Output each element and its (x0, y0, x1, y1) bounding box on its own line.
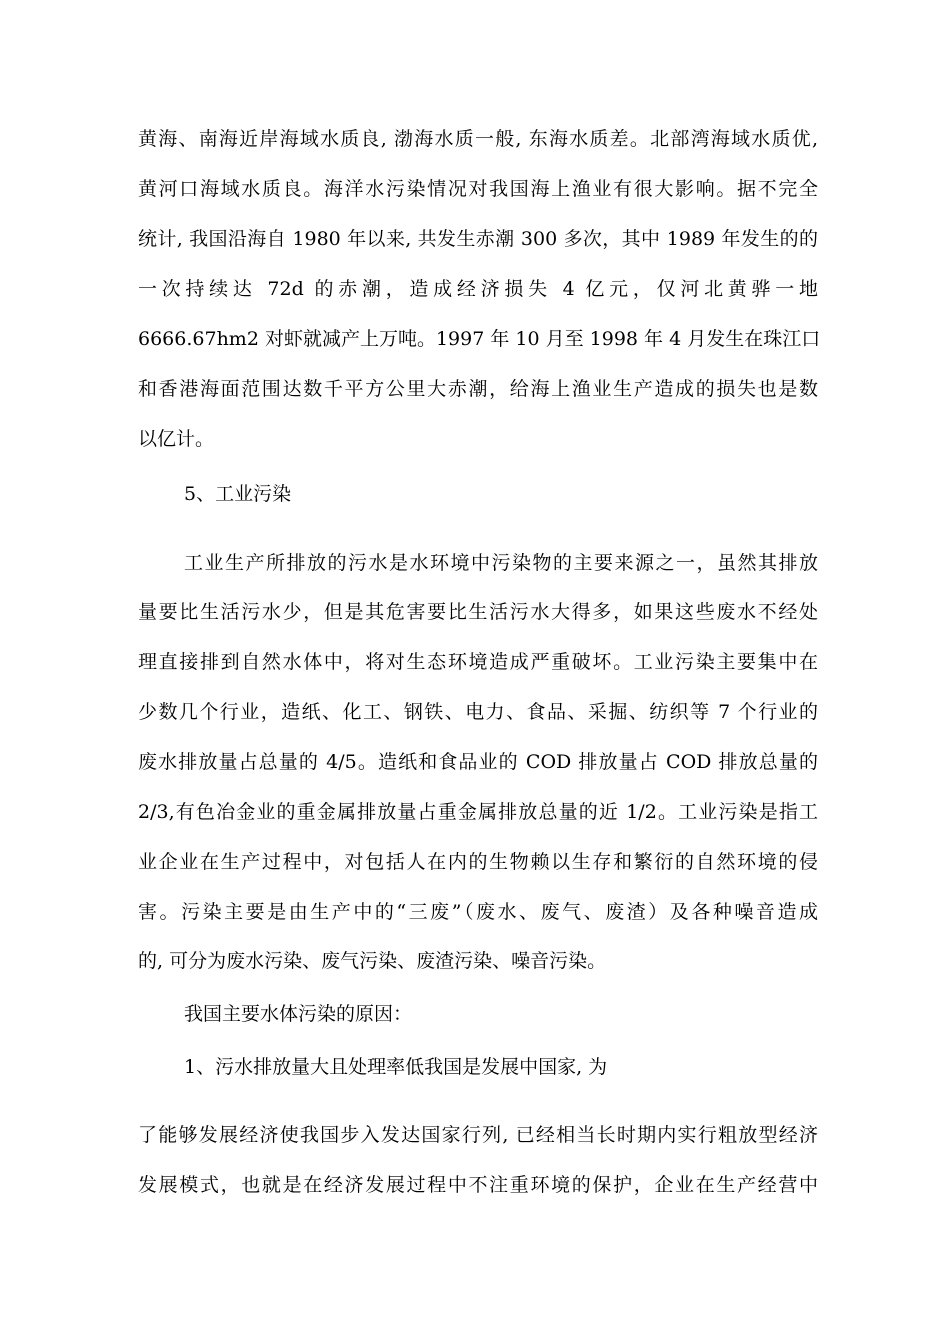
paragraph-1-line-7: 以亿计。 (138, 428, 215, 450)
paragraph-1-line-1: 黄海、南海近岸海域水质良, 渤海水质一般, 东海水质差。北部湾海域水质优, (138, 128, 818, 150)
paragraph-2-line-9: 的, 可分为废水污染、废气污染、废渣污染、噪音污染。 (138, 950, 607, 972)
paragraph-3-line-1: 了能够发展经济使我国步入发达国家行列, 已经相当长时期内实行粗放型经济 (138, 1124, 818, 1146)
paragraph-1-line-2: 黄河口海域水质良。海洋水污染情况对我国海上渔业有很大影响。据不完全 (138, 178, 818, 200)
paragraph-2-line-8: 害。污染主要是由生产中的“三废”（废水、废气、废渣）及各种噪音造成 (138, 901, 818, 923)
section-heading: 5、工业污染 (184, 483, 292, 505)
paragraph-1-line-3: 统计, 我国沿海自 1980 年以来, 共发生赤潮 300 多次，其中 1989 年发生的的 (138, 228, 818, 250)
paragraph-3-line-2: 发展模式，也就是在经济发展过程中不注重环境的保护，企业在生产经营中 (138, 1174, 818, 1196)
paragraph-2-line-2: 量要比生活污水少，但是其危害要比生活污水大得多，如果这些废水不经处 (138, 601, 818, 623)
subheading: 我国主要水体污染的原因： (184, 1003, 413, 1025)
paragraph-2-line-4: 少数几个行业，造纸、化工、钢铁、电力、食品、采掘、纺织等 7 个行业的 (138, 701, 818, 723)
paragraph-2-line-6: 2/3,有色冶金业的重金属排放量占重金属排放总量的近 1/2。工业污染是指工 (138, 801, 818, 823)
item-1-heading: 1、污水排放量大且处理率低我国是发展中国家, 为 (184, 1056, 608, 1078)
paragraph-1-line-6: 和香港海面范围达数千平方公里大赤潮，给海上渔业生产造成的损失也是数 (138, 378, 818, 400)
paragraph-2-line-3: 理直接排到自然水体中，将对生态环境造成严重破坏。工业污染主要集中在 (138, 651, 818, 673)
paragraph-1-line-4: 一次持续达 72d 的赤潮，造成经济损失 4 亿元，仅河北黄骅一地 (138, 278, 818, 300)
paragraph-1-line-5: 6666.67hm2 对虾就减产上万吨。1997 年 10 月至 1998 年 4 月发生在珠江口 (138, 328, 821, 350)
paragraph-2-line-7: 业企业在生产过程中，对包括人在内的生物赖以生存和繁衍的自然环境的侵 (138, 851, 818, 873)
paragraph-2-line-5: 废水排放量占总量的 4/5。造纸和食品业的 COD 排放量占 COD 排放总量的 (138, 751, 818, 773)
paragraph-2-line-1: 工业生产所排放的污水是水环境中污染物的主要来源之一，虽然其排放 (184, 552, 818, 574)
